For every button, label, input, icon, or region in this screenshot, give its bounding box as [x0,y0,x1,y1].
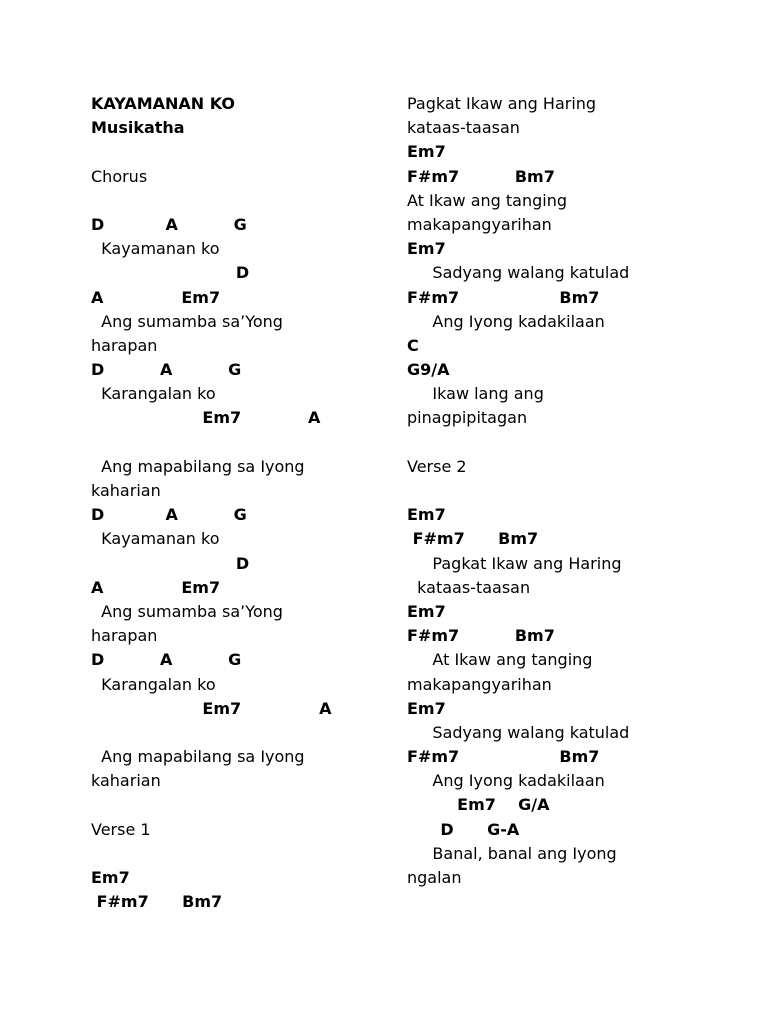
chord-line: D A G [91,650,242,670]
lyric-line: harapan [91,335,158,355]
lyric-line: Kayamanan ko [91,239,220,259]
lyric-line: Chorus [91,166,148,186]
lyric-line: Pagkat Ikaw ang Haring [407,553,622,573]
lyric-line: Ang Iyong kadakilaan [407,311,605,331]
lyric-line: Kayamanan ko [91,529,220,549]
lyric-line: kaharian [91,481,161,500]
lyric-line: harapan [91,626,158,646]
lyric-line: At Ikaw ang tanging [407,190,568,210]
chord-line: C [407,335,419,355]
chord-line: Em7 [407,142,446,162]
lyric-line: Verse 1 [91,819,151,839]
lyric-line: Verse 2 [407,456,467,476]
chord-line: D A G [91,214,247,234]
lyric-line: Sadyang walang katulad [407,722,630,742]
lyric-line: kataas-taasan [407,118,520,138]
blank-line [91,793,381,817]
chord-line: F#m7 Bm7 [407,747,600,767]
chord-line: F#m7 Bm7 [91,892,223,912]
chord-line: Em7 [407,698,446,718]
lyric-line: At Ikaw ang tanging [407,650,593,670]
chord-line: Em7 A [91,408,321,428]
chord-line: D G-A [407,819,520,839]
chord-line: Musikatha [91,118,185,138]
blank-line [407,479,707,503]
lyric-line: kataas-taasan [407,577,531,597]
chord-line: D A G [91,505,247,525]
lyric-line: Ang sumamba sa’Yong [91,601,283,621]
blank-line [407,431,707,455]
chord-line: D [91,263,250,283]
chord-line: A Em7 [91,577,221,597]
chord-line: Em7 [91,868,130,887]
lyric-line: ngalan [407,868,462,887]
chord-line: Em7 G/A [407,795,550,815]
lyric-line: Ang mapabilang sa Iyong [91,456,305,476]
lyric-line: Ang Iyong kadakilaan [407,771,605,791]
blank-line [91,721,381,745]
chord-line: D [91,553,250,573]
left-column [91,92,381,914]
lyric-line: makapangyarihan [407,674,552,694]
chord-line: F#m7 Bm7 [407,529,539,549]
lyric-line: Ikaw lang ang [407,384,544,404]
chord-line: F#m7 Bm7 [407,626,555,646]
chord-line: G9/A [407,360,450,380]
chord-line: F#m7 Bm7 [407,166,555,186]
lyric-line: Sadyang walang katulad [407,263,630,283]
chord-line: KAYAMANAN KO [91,94,236,113]
chord-line: F#m7 Bm7 [407,287,600,307]
chord-line: A Em7 [91,287,221,307]
chord-line: Em7 [407,239,446,259]
lyric-line: pinagpipitagan [407,408,528,428]
lyric-line: kaharian [91,771,161,791]
chord-line: Em7 A [91,698,332,718]
lyric-line: Ang mapabilang sa Iyong [91,747,305,767]
blank-line [91,842,381,866]
blank-line [91,431,381,455]
lyric-line: Karangalan ko [91,674,216,694]
blank-line [91,140,381,164]
chord-line: Em7 [407,505,446,525]
chord-line: Em7 [407,601,446,621]
blank-line [91,189,381,213]
lyric-line: Karangalan ko [91,384,216,404]
right-column [407,92,707,890]
chord-line: D A G [91,360,242,380]
lyric-line: Banal, banal ang Iyong [407,843,617,863]
lyric-line: Pagkat Ikaw ang Haring [407,94,597,113]
lyric-line: Ang sumamba sa’Yong [91,311,283,331]
lyric-line: makapangyarihan [407,214,552,234]
